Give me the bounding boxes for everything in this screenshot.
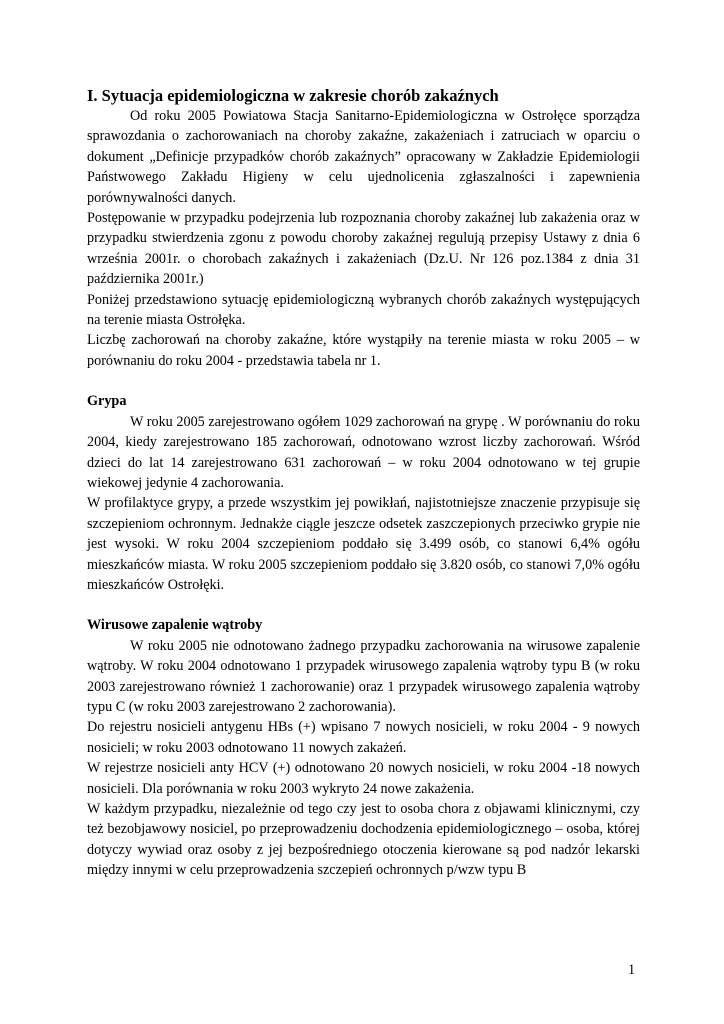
page-content <box>87 85 640 881</box>
wzw-paragraph-4: W każdym przypadku, niezależnie od tego czy jest to osoba chora z objawami klinicznymi, czy też bezobjawowy nosiciel, po przeprowadzeniu dochodzenia epidemiologicznego – osoba, której dotyczy wywiad oraz osoby z jej bezpośredniego otoczenia kierowane są pod nadzór lekarski między innymi w celu przeprowadzenia szczepień ochronnych p/wzw typu B <box>87 801 640 879</box>
intro-paragraph-3: Poniżej przedstawiono sytuację epidemiologiczną wybranych chorób zakaźnych występujących na terenie miasta Ostrołęka. <box>87 291 640 329</box>
intro-paragraph-4: Liczbę zachorowań na choroby zakaźne, które wystąpiły na terenie miasta w roku 2005 – w porównaniu do roku 2004 - przedstawia tabela nr 1. <box>87 332 640 369</box>
section-gap <box>87 595 640 615</box>
section-heading-wzw: Wirusowe zapalenie wątroby <box>87 617 263 634</box>
wzw-paragraph-1: W roku 2005 nie odnotowano żadnego przypadku zachorowania na wirusowe zapalenie wątroby. W roku 2004 odnotowano 1 przypadek wirusowego zapalenia wątroby typu B (w roku 2003 zarejestrowano również 1 zachorowanie) oraz 1 przypadek wirusowego zapalenia wątroby typu C (w roku 2003 zarejestrowano 2 zachorowania). <box>87 637 640 715</box>
wzw-paragraph-3: W rejestrze nosicieli anty HCV (+) odnotowano 20 nowych nosicieli, w roku 2004 -18 nowych nosicieli. Dla porównania w roku 2003 wykryto 24 nowe zakażenia. <box>87 760 640 797</box>
grypa-paragraph-1: W roku 2005 zarejestrowano ogółem 1029 zachorowań na grypę . W porównaniu do roku 2004, kiedy zarejestrowano 185 zachorowań, odnotowano wzrost liczby zachorowań. Wśród dzieci do lat 14 zarejestrowano 631 zachorowań – w roku 2004 odnotowano w tej grupie wiekowej jedynie 4 zachorowania. <box>87 413 640 491</box>
page-title: I. Sytuacja epidemiologiczna w zakresie chorób zakaźnych <box>87 86 499 105</box>
intro-paragraph-2: Postępowanie w przypadku podejrzenia lub rozpoznania choroby zakaźnej lub zakażenia oraz w przypadku stwierdzenia zgonu z powodu choroby zakaźnej regulują przepisy Ustawy z dnia 6 września 2001r. o chorobach zakaźnych i zakażeniach (Dz.U. Nr 126 poz.1384 z dnia 31 października 2001r.) <box>87 210 640 288</box>
page-number: 1 <box>628 962 636 978</box>
wzw-paragraph-2: Do rejestru nosicieli antygenu HBs (+) wpisano 7 nowych nosicieli, w roku 2004 - 9 nowych nosicieli; w roku 2003 odnotowano 11 nowych zakażeń. <box>87 719 640 756</box>
grypa-paragraph-2: W profilaktyce grypy, a przede wszystkim jej powikłań, najistotniejsze znaczenie przypisuje się szczepieniom ochronnym. Jednakże ciągle jeszcze odsetek zaszczepionych przeciwko grypie nie jest wysoki. W roku 2004 szczepieniom poddało się 3.499 osób, co stanowi 6,4% ogółu mieszkańców miasta. W roku 2005 szczepieniom poddało się 3.820 osób, co stanowi 7,0% ogółu mieszkańców Ostrołęki. <box>87 495 640 593</box>
section-heading-grypa: Grypa <box>87 393 127 410</box>
intro-paragraph-1: Od roku 2005 Powiatowa Stacja Sanitarno-Epidemiologiczna w Ostrołęce sporządza sprawozdania o zachorowaniach na choroby zakaźne, zakażeniach i zatruciach w oparciu o dokument „Definicje przypadków chorób zakaźnych” opracowany w Zakładzie Epidemiologii Państwowego Zakładu Higieny w celu ujednolicenia zgłaszalności i zapewnienia porównywalności danych. <box>87 108 640 206</box>
section-gap <box>87 371 640 391</box>
